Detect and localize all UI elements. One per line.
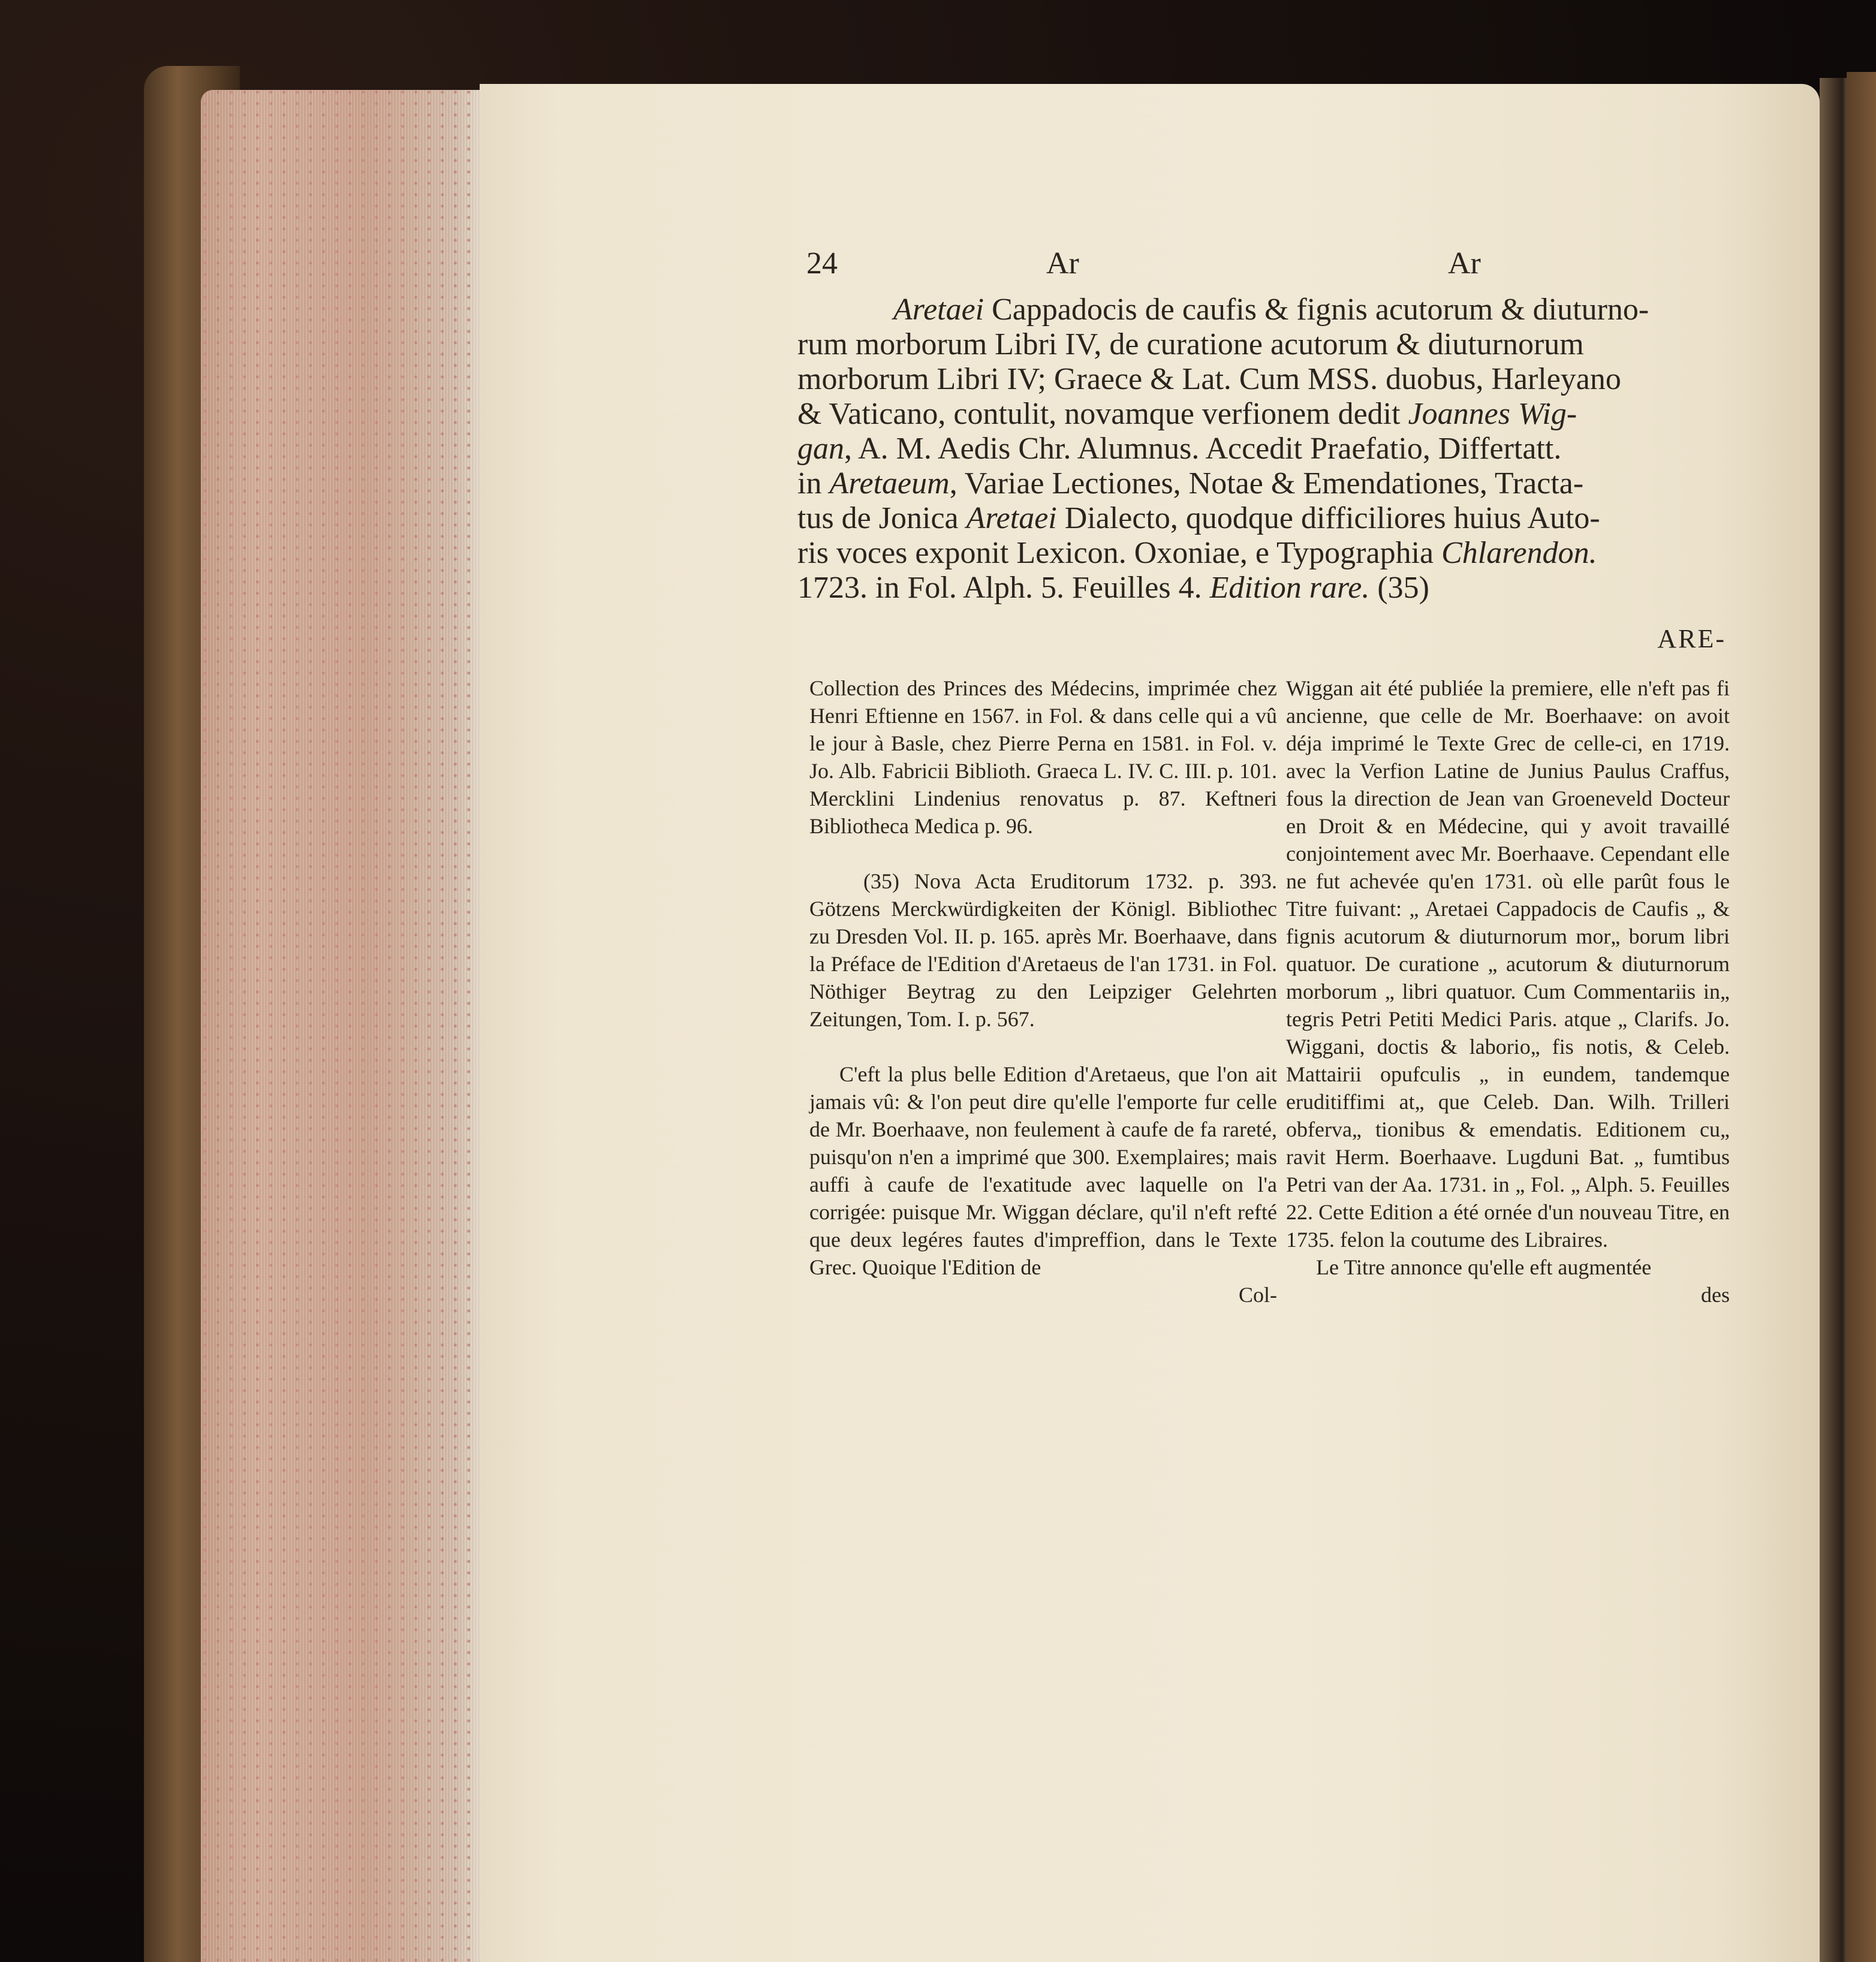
entry-text: , Variae Lectiones, Notae & Emendationes, Tracta- — [949, 466, 1584, 501]
page-edges — [201, 90, 480, 1962]
running-head-right: Ar — [1448, 246, 1481, 281]
entry-editor: gan — [797, 432, 844, 466]
footnote: (35) Nova Acta Eruditorum 1732. p. 393. Götzens Merckwürdigkeiten der Königl. Bibliothec zu Dresden Vol. II. p. 165. après Mr. Boerhaave, dans la Préface de l'Edition d'Aretaeus de l'an 1731. in Fol. Nöthiger Beytrag zu den Leipziger Gelehrten Zeitungen, Tom. I. p. 567. — [809, 869, 1277, 1031]
entry-italic: Aretaeum — [829, 466, 950, 501]
paragraph: Wiggan ait été publiée la premiere, elle n'eft pas fi ancienne, que celle de Mr. Boerhaave: on avoit déja imprimé le Texte Grec de celle-ci, en 1719. avec la Verfion Latine de Junius Paulus Craffus, fous la direction de Jean van Groeneveld Docteur en Droit & en Médecine, qui y avoit travaillé conjointement avec Mr. Boerhaave. Cependant elle ne fut achevée qu'en 1731. où elle parût fous le Titre fuivant: „ Aretaei Cappadocis de Caufis „ & fignis acutorum & diuturnorum mor„ borum libri quatuor. De curatione „ acutorum & diuturnorum morborum „ libri quatuor. Cum Commentariis in„ tegris Petri Petiti Medici Paris. atque „ Clarifs. Jo. Wiggani, doctis & laborio„ fis notis, & Celeb. Mattairii opufculis „ in eundem, tandemque eruditiffimi at„ que Celeb. Dan. Wilh. Trilleri obferva„ tionibus & emendatis. Editionem cu„ ravit Herm. Boerhaave. Lugduni Bat. „ fumtibus Petri van der Aa. 1731. in „ Fol. „ Alph. 5. Feuilles 22. Cette Edition a été ornée d'un nouveau Titre, en 1735. felon la coutume des Libraires. — [1286, 676, 1730, 1252]
entry-text: , A. M. Aedis Chr. Alumnus. Accedit Praefatio, Differtatt. — [844, 432, 1562, 466]
entry-text: 1723. in Fol. Alph. 5. Feuilles 4. — [797, 571, 1210, 605]
entry-italic: Edition rare. — [1209, 571, 1370, 605]
entry-text: morborum Libri IV; Graece & Lat. Cum MSS. duobus, Harleyano — [797, 362, 1621, 396]
entry-text: in — [797, 466, 830, 501]
footnote-ref: (35) — [1369, 571, 1429, 605]
page-number: 24 — [806, 246, 838, 281]
entry-text: rum morborum Libri IV, de curatione acutorum & diuturnorum — [797, 327, 1584, 361]
entry-editor: Joannes Wig- — [1408, 397, 1577, 431]
entry-line — [797, 362, 1718, 397]
bibliographic-entry — [797, 293, 1718, 605]
entry-text: & Vaticano, contulit, novamque verfionem dedit — [797, 397, 1408, 431]
left-column — [809, 674, 1277, 1309]
running-head-left: Ar — [1046, 246, 1079, 281]
entry-text: Dialecto, quodque difficiliores huius Auto- — [1056, 501, 1600, 535]
book-cover-right — [1847, 72, 1876, 1962]
entry-text: ris voces exponit Lexicon. Oxoniae, e Typographia — [797, 536, 1442, 570]
entry-text: Cappadocis de caufis & fignis acutorum & diuturno- — [984, 293, 1649, 327]
entry-text: tus de Jonica — [797, 501, 966, 535]
catchword: des — [1701, 1283, 1730, 1307]
entry-line — [797, 432, 1718, 466]
catchword-entry: ARE- — [1657, 624, 1726, 653]
entry-line — [797, 397, 1718, 432]
right-column — [1286, 674, 1730, 1309]
entry-author: Aretaei — [893, 293, 984, 327]
entry-line — [797, 466, 1718, 501]
entry-line — [797, 571, 1718, 605]
entry-line — [797, 536, 1718, 571]
entry-italic: Chlarendon. — [1441, 536, 1597, 570]
entry-line — [797, 501, 1718, 536]
entry-line — [797, 293, 1718, 327]
catchword: Col- — [1238, 1283, 1277, 1307]
paragraph: Le Titre annonce qu'elle eft augmentée — [1316, 1255, 1652, 1279]
entry-line — [797, 327, 1718, 362]
paragraph: Collection des Princes des Médecins, imprimée chez Henri Eftienne en 1567. in Fol. & dans celle qui a vû le jour à Basle, chez Pierre Perna en 1581. in Fol. v. Jo. Alb. Fabricii Biblioth. Graeca L. IV. C. III. p. 101. Mercklini Lindenius renovatus p. 87. Keftneri Bibliotheca Medica p. 96. — [809, 676, 1277, 838]
entry-italic: Aretaei — [966, 501, 1057, 535]
paragraph: C'eft la plus belle Edition d'Aretaeus, que l'on ait jamais vû: & l'on peut dire qu'elle l'emporte fur celle de Mr. Boerhaave, non feulement à caufe de fa rareté, puisqu'on n'en a imprimé que 300. Exemplaires; mais auffi à caufe de l'exatitude avec laquelle on l'a corrigée: puisque Mr. Wiggan déclare, qu'il n'eft refté que deux legéres fautes d'impreffion, dans le Texte Grec. Quoique l'Edition de — [809, 1062, 1277, 1279]
